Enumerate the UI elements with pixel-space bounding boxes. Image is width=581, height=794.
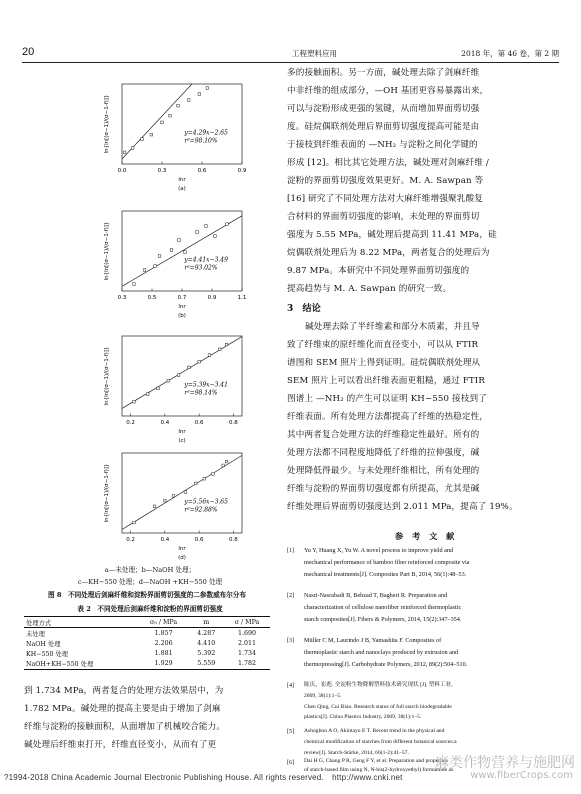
table-cell: NaOH+KH−550 处理: [26, 661, 94, 669]
issue-info: 2018 年，第 46 卷，第 2 期: [461, 49, 559, 58]
data-point: [172, 495, 175, 498]
reference-number: [4]: [287, 682, 295, 689]
table-cell: 1.690: [237, 629, 257, 637]
data-point: [196, 231, 199, 234]
chart-a-svg: [90, 78, 260, 196]
fit-r2: r²=98.10%: [184, 137, 218, 145]
reference-line: thermoplastic starch and nanoclays produced by extrusion and: [304, 648, 459, 656]
data-point: [157, 387, 160, 390]
subfigure-label: (d): [178, 555, 186, 561]
body-text-line: 处理降低得最少。与未处理纤维相比，所有处理的: [287, 466, 480, 476]
data-point: [198, 360, 201, 363]
references-title: 参 考 文 献: [395, 531, 458, 541]
body-text-line: 形成 [12]。相比其它处理方法，碱处理对剑麻纤维 /: [287, 158, 489, 168]
x-tick-label: 0.3: [157, 168, 167, 174]
data-point: [150, 133, 153, 136]
table-row: [24, 659, 270, 670]
body-text-line: 合材料的界面剪切强度的影响，未处理的界面剪切: [287, 212, 480, 222]
data-point: [225, 460, 228, 463]
body-text-line: 1.782 MPa。碱处理的提高主要是由于增加了剑麻: [24, 704, 221, 714]
body-text-line: 度。硅烷偶联剂处理后界面剪切强度提高可能是由: [287, 122, 480, 132]
body-text-line: 9.87 MPa。本研究中不同处理界面剪切强度的: [287, 266, 470, 276]
shear-strength-table: [24, 616, 270, 670]
x-tick-label: 0.5: [147, 295, 157, 301]
table-cell: 1.881: [154, 650, 173, 658]
x-axis-label: lnr: [178, 546, 186, 552]
data-point: [143, 269, 146, 272]
table-cell: 1.782: [237, 660, 257, 668]
x-tick-label: 0.6: [194, 537, 204, 543]
body-text-line: 谱图和 SEM 照片上得到证明。硅烷偶联剂处理从: [287, 358, 481, 368]
figure-caption: 图 8 不同处理后剑麻纤维和淀粉界面剪切强度的二参数威布尔分布: [47, 591, 247, 599]
reference-line: Ashogbon A O, Akintayo E T. Recent trend in the physical and: [304, 728, 445, 734]
data-point: [154, 265, 157, 268]
fit-equation: y=5.56x−3.65: [184, 498, 228, 506]
data-point: [169, 114, 172, 117]
data-point: [153, 505, 156, 508]
body-text-line: 到 1.734 MPa，两者复合的处理方法效果居中，为: [24, 686, 224, 696]
reference-number: [3]: [287, 637, 295, 644]
table-cell: KH−550 处理: [26, 651, 69, 659]
reference-number: [6]: [287, 759, 295, 766]
body-text-line: 中非纤维的组成部分，—OH 基团更容易暴露出来，: [287, 86, 489, 96]
fit-line: [122, 216, 242, 287]
reference-line: plastics[J]. China Plastics Industry, 2009, 38(1):1–5.: [304, 714, 422, 721]
x-axis-label: lnr: [178, 304, 186, 310]
fit-line: [122, 337, 242, 409]
reference-line: Chen Qing, Cui Biao. Research status of full starch biodegradable: [304, 703, 452, 710]
table-header-cell: m: [203, 618, 210, 626]
subfigure-label: (b): [178, 313, 186, 319]
figure-legend-line-1: a—未处理；b—NaOH 处理；: [104, 566, 196, 574]
reference-item: [287, 635, 557, 683]
table-header-cell: σ₀ / MPa: [150, 618, 178, 626]
table-cell: 1.929: [154, 660, 173, 668]
data-point: [161, 121, 164, 124]
table-row: [24, 628, 270, 639]
fit-r2: r²=98.14%: [184, 389, 218, 397]
data-point: [208, 354, 211, 357]
body-text-line: 碱处理去除了半纤维素和部分木质素，并且导: [305, 322, 480, 332]
fit-r2: r²=93.02%: [184, 264, 218, 272]
x-tick-label: 0.8: [229, 537, 238, 543]
reference-line: chemical modification of starches from different botanical sources:a: [304, 738, 457, 745]
table-cell: NaOH 处理: [26, 640, 61, 648]
x-tick-label: 0.2: [126, 420, 135, 426]
reference-line: Yu Y, Huang X, Yu W. A novel process to improve yield and: [304, 547, 454, 554]
chart-d: [90, 447, 260, 569]
body-text-line: 图谱上 —NH₂ 的产生可以证明 KH−550 接枝到了: [287, 394, 488, 404]
table-header-cell: σ / MPa: [234, 618, 260, 626]
table-caption: 表 2 不同处理后剑麻纤维和淀粉的界面剪切强度: [77, 605, 223, 613]
plot-frame: [122, 84, 242, 164]
x-tick-label: 0.0: [117, 168, 127, 174]
table-cell: 2.206: [154, 639, 173, 647]
reference-line: mechanical treatments[J]. Composites Part B, 2014, 56(1):48–53.: [304, 570, 467, 578]
x-axis-label: lnr: [178, 177, 186, 183]
table-cell: 1.857: [154, 629, 173, 637]
data-point: [187, 99, 190, 102]
reference-line: Müller C M, Laurindo J B, Yamashita F. Composites of: [304, 637, 442, 644]
watermark-title: 麻类作物营养与施肥网: [435, 755, 575, 771]
y-axis-label: ln{ln[(σ−1)/(σ−1-f)]}: [104, 346, 110, 406]
reference-item: [287, 545, 557, 593]
chart-c-svg: [90, 330, 260, 448]
x-tick-label: 0.4: [160, 420, 170, 426]
x-tick-label: 0.3: [117, 295, 127, 301]
data-point: [226, 223, 229, 226]
x-tick-label: 0.9: [237, 168, 247, 174]
data-point: [133, 521, 136, 524]
chart-c: [90, 330, 260, 452]
chart-b: [90, 205, 260, 327]
data-point: [184, 251, 187, 254]
data-point: [198, 93, 201, 96]
table-cell: 2.011: [237, 639, 257, 647]
data-point: [225, 343, 228, 346]
data-point: [218, 348, 221, 351]
body-text-line: 可以与淀粉形成更强的氢键，从而增加界面剪切强: [287, 104, 480, 114]
data-point: [188, 366, 191, 369]
x-tick-label: 0.9: [207, 295, 217, 301]
reference-line: Dai H G, Chang P R, Geng F Y, et al. Preparation and properties: [304, 758, 448, 764]
subfigure-label: (c): [178, 438, 186, 444]
figure-legend-line-2: c—KH−550 处理；d—NaOH +KH−550 处理: [77, 578, 223, 586]
section-title: 3 结论: [287, 304, 321, 314]
body-text-line: 于接枝到纤维表面的 —NH₂ 与淀粉之间化学键的: [287, 140, 478, 150]
data-point: [164, 499, 167, 502]
fit-equation: y=4.29x−2.65: [184, 129, 228, 137]
plot-frame: [122, 336, 242, 416]
data-point: [205, 225, 208, 228]
data-point: [214, 235, 217, 238]
x-tick-label: 0.8: [229, 420, 238, 426]
data-point: [131, 147, 134, 150]
x-tick-label: 0.6: [197, 168, 207, 174]
copyright-footer: ?1994-2018 China Academic Journal Electronic Publishing House. All rights reserved. http://www.cnki.net: [4, 773, 403, 782]
table-cell: 5.559: [197, 660, 216, 668]
x-tick-label: 0.7: [177, 295, 187, 301]
body-text-line: 烷偶联剂处理后为 8.22 MPa，两者复合的处理后为: [287, 248, 490, 258]
y-axis-label: ln{ln[(σ−1)/(σ−1-f)]}: [104, 221, 110, 281]
body-text-line: 致了纤维束的原纤维化而直径变小，可以从 FTIR: [287, 340, 479, 350]
reference-line: mechanical performance of bamboo fiber reinforced composite via: [304, 558, 470, 566]
table-header-row: [24, 617, 270, 628]
chart-a: [90, 78, 260, 200]
watermark-url: www.fiberCrops.com: [470, 770, 573, 781]
body-text-line: 强度为 5.55 MPa，碱处理后提高到 11.41 MPa，硅: [287, 230, 497, 240]
data-point: [133, 400, 136, 403]
reference-line: of starch-based film using N, N-bis(2-hydroxyethyl) formamide as: [304, 767, 454, 773]
data-point: [203, 477, 206, 480]
y-axis-label: ln{ln[(σ−1)/(σ−1-f)]}: [104, 94, 110, 154]
data-point: [184, 491, 187, 494]
reference-line: 2009, 38(1):1–5.: [304, 692, 342, 699]
body-text-line: 多的接触面积。另一方面，碱处理去除了剑麻纤维: [287, 68, 480, 78]
data-point: [167, 379, 170, 382]
table-cell: 4.287: [197, 629, 216, 637]
body-text-line: 纤维与淀粉的界面剪切强度都有所提高，尤其是碱: [287, 484, 480, 494]
journal-name: 工程塑料应用: [292, 49, 337, 58]
data-point: [177, 374, 180, 377]
body-text-line: 其中两者复合处理方法的纤维稳定性最好。所有的: [287, 430, 480, 440]
reference-line: Nasri-Nasrabadi B, Behzad T, Bagheri R. Preparation and: [304, 592, 448, 599]
body-text-line: 纤维表面。所有处理方法都提高了纤维的热稳定性，: [287, 412, 489, 422]
data-point: [141, 138, 144, 141]
body-text-line: 淀粉的界面剪切强度效果更好。M. A. Sawpan 等: [287, 176, 484, 186]
reference-line: 陈庆，崔彪. 全淀粉生物降解塑料技术研究现状 [J]. 塑料工业,: [304, 682, 453, 688]
body-text-line: 纤维处理后界面剪切强度达到 2.011 MPa，提高了 19%。: [287, 502, 518, 512]
x-tick-label: 0.6: [194, 420, 204, 426]
x-tick-label: 1.1: [237, 295, 247, 301]
reference-item: [287, 590, 557, 638]
page-number: 20: [22, 46, 35, 58]
x-axis-label: lnr: [178, 429, 186, 435]
body-text-line: 碱处理后纤维束打开，纤维直径变小，从而有了更: [24, 740, 217, 750]
table-cell: 未处理: [26, 630, 45, 638]
reference-item: [287, 680, 557, 730]
fit-equation: y=4.41x−3.49: [184, 256, 228, 264]
x-tick-label: 0.2: [126, 537, 135, 543]
data-point: [123, 151, 126, 154]
body-text-line: [16] 研究了不同处理方法对大麻纤维增强聚乳酸复: [287, 194, 483, 204]
fit-r2: r²=92.88%: [184, 506, 218, 514]
chart-d-svg: [90, 447, 260, 565]
table-header-cell: 处理方式: [26, 619, 52, 627]
body-text-line: 处理方法都不同程度地降低了纤维的拉伸强度，碱: [287, 448, 480, 458]
table-row: [24, 638, 270, 648]
data-point: [194, 482, 197, 485]
chart-b-svg: [90, 205, 260, 323]
table-cell: 5.392: [197, 650, 216, 658]
data-point: [133, 283, 136, 286]
body-text-line: 纤维与淀粉的接触面积，从面增加了机械咬合能力。: [24, 722, 226, 732]
table-cell: 1.734: [237, 650, 257, 658]
reference-line: review[J]. Starch-Stärke, 2014, 66(1-2):41–57.: [304, 749, 409, 756]
data-point: [212, 473, 215, 476]
data-point: [170, 249, 173, 252]
table-cell: 4.410: [197, 639, 216, 647]
reference-number: [2]: [287, 592, 295, 599]
data-point: [177, 104, 180, 107]
y-axis-label: ln{ln[(σ−1)/(σ−1-f)]}: [104, 463, 110, 523]
body-text-line: SEM 照片上可以看出纤维表面更粗糙，通过 FTIR: [287, 376, 485, 386]
reference-number: [1]: [287, 547, 295, 554]
data-point: [146, 393, 149, 396]
data-point: [178, 239, 181, 242]
reference-line: thermopressing[J]. Carbohydrate Polymers, 2012, 89(2):504–510.: [304, 660, 468, 668]
data-point: [158, 255, 161, 258]
reference-line: starch composites[J]. Fibers & Polymers, 2014, 15(2):347–354.: [304, 615, 462, 623]
reference-line: characterization of cellulose nanofiber reinforced thermoplastic: [304, 603, 462, 611]
fit-equation: y=5.39x−3.41: [184, 381, 228, 389]
page-header: [22, 44, 559, 63]
table-row: [24, 649, 270, 659]
data-point: [206, 87, 209, 90]
body-text-line: 提高趋势与 M. A. Sawpan 的研究一致。: [287, 284, 452, 294]
subfigure-label: (a): [178, 186, 186, 192]
data-point: [222, 464, 225, 467]
x-tick-label: 0.4: [160, 537, 170, 543]
reference-number: [5]: [287, 728, 295, 735]
